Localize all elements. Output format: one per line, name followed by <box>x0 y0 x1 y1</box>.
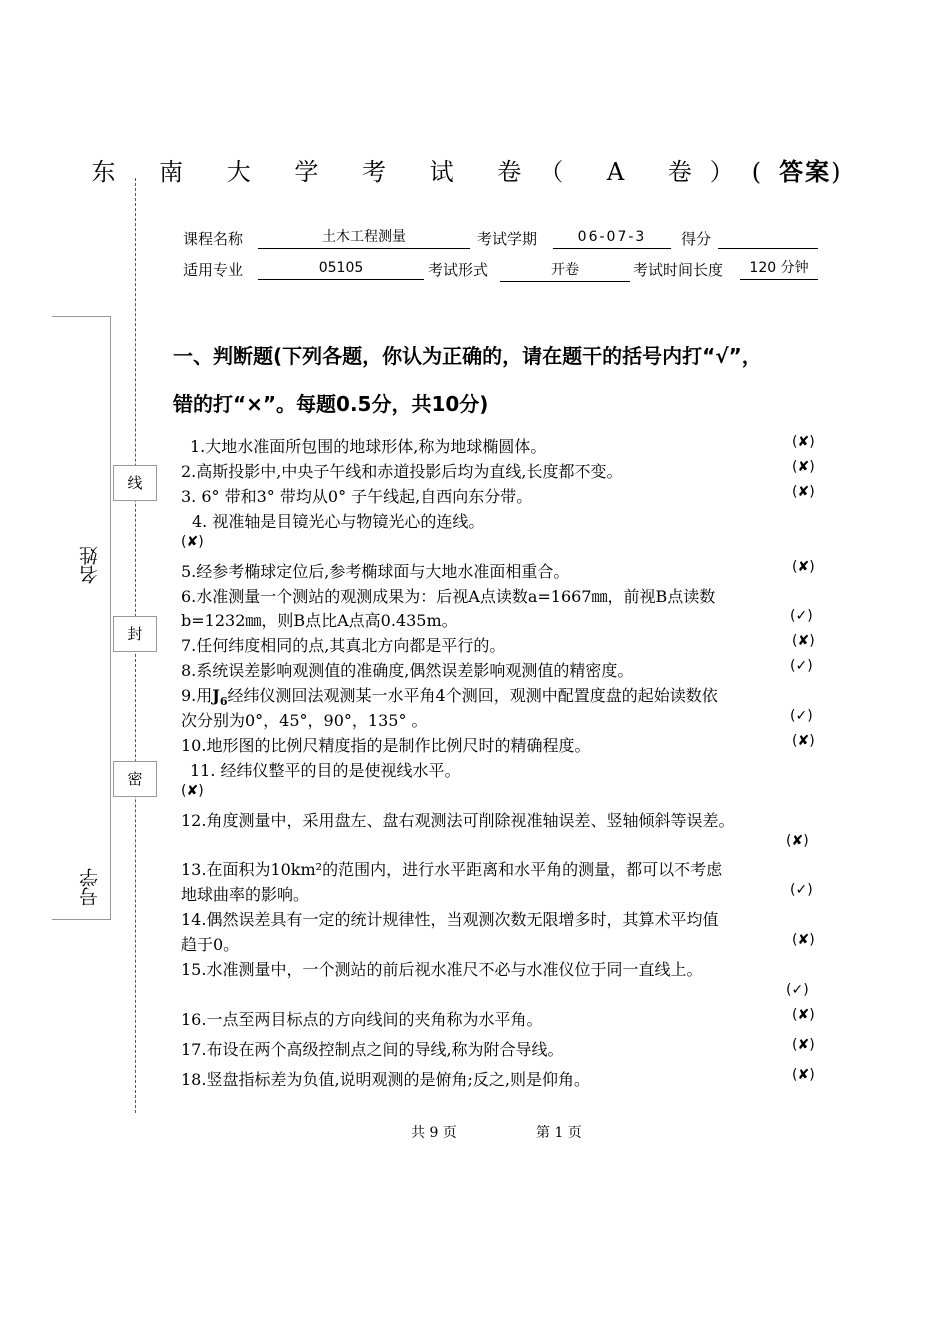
page-title <box>0 152 950 187</box>
answer-mark-18: (✘) <box>792 1067 815 1083</box>
question-6-line2: b=1232㎜，则B点比A点高0.435m。 <box>181 611 458 630</box>
margin-box-feng: 封 <box>113 616 157 652</box>
answer-mark-6: (✓) <box>790 608 813 624</box>
question-10: 10.地形图的比例尺精度指的是制作比例尺时的精确程度。 <box>181 736 591 755</box>
question-9-prefix: 9.用 <box>181 686 213 705</box>
question-9-line1 <box>181 683 718 708</box>
score-label: 得分 <box>681 230 712 248</box>
answer-mark-10: (✘) <box>792 733 815 749</box>
margin-label-name <box>78 546 102 584</box>
answer-mark-9: (✓) <box>790 708 813 724</box>
question-6-line1: 6.水准测量一个测站的观测成果为：后视A点读数a=1667㎜，前视B点读数 <box>181 587 716 606</box>
form-label: 考试形式 <box>428 261 489 279</box>
margin-label-id <box>78 868 102 906</box>
answer-mark-7: (✘) <box>792 633 815 649</box>
question-4: 4. 视准轴是目镜光心与物镜光心的连线。 <box>192 512 485 531</box>
answer-mark-11: (✘) <box>181 783 204 799</box>
course-field: 土木工程测量 <box>258 226 470 249</box>
question-11: 11. 经纬仪整平的目的是使视线水平。 <box>190 761 461 780</box>
question-9-instrument: J <box>212 686 220 705</box>
question-8: 8.系统误差影响观测值的准确度,偶然误差影响观测值的精密度。 <box>181 661 634 680</box>
answer-mark-17: (✘) <box>792 1037 815 1053</box>
question-7: 7.任何纬度相同的点,其真北方向都是平行的。 <box>181 636 506 655</box>
answer-mark-8: (✓) <box>790 658 813 674</box>
section-heading-line1: 一、判断题(下列各题，你认为正确的，请在题干的括号内打“√”， <box>173 344 762 368</box>
margin-box-xian: 线 <box>113 465 157 501</box>
major-label: 适用专业 <box>183 261 244 279</box>
duration-field: 120 分钟 <box>740 257 818 280</box>
question-12: 12.角度测量中，采用盘左、盘右观测法可削除视准轴误差、竖轴倾斜等误差。 <box>181 811 735 830</box>
question-13-line2: 地球曲率的影响。 <box>181 885 310 904</box>
question-9-line2: 次分别为0°，45°，90°，135° 。 <box>181 711 428 730</box>
question-14-line1: 14.偶然误差具有一定的统计规律性，当观测次数无限增多时，其算术平均值 <box>181 910 719 929</box>
question-9-instrument-sub: 6 <box>219 695 228 709</box>
answer-mark-14: (✘) <box>792 932 815 948</box>
answer-mark-5: (✘) <box>792 559 815 575</box>
footer-current-page: 第 1 页 <box>536 1125 582 1141</box>
answer-mark-1: (✘) <box>792 434 815 450</box>
term-label: 考试学期 <box>477 230 538 248</box>
answer-mark-12: (✘) <box>786 833 809 849</box>
term-field: 06-07-3 <box>553 226 671 249</box>
question-5: 5.经参考椭球定位后,参考椭球面与大地水准面相重合。 <box>181 562 570 581</box>
major-field: 05105 <box>258 257 424 280</box>
question-17: 17.布设在两个高级控制点之间的导线,称为附合导线。 <box>181 1040 564 1059</box>
answer-mark-4: (✘) <box>181 534 204 550</box>
duration-label: 考试时间长度 <box>633 261 724 279</box>
question-14-line2: 趋于0。 <box>181 935 240 954</box>
question-15: 15.水准测量中，一个测站的前后视水准尺不必与水准仪位于同一直线上。 <box>181 960 703 979</box>
margin-box-mi: 密 <box>113 761 157 797</box>
score-field <box>718 226 818 249</box>
question-3: 3. 6° 带和3° 带均从0° 子午线起,自西向东分带。 <box>181 487 533 506</box>
margin-label-id-text: 号学 <box>79 868 101 906</box>
margin-label-name-text: 名姓 <box>79 546 101 584</box>
question-13-line1: 13.在面积为10km²的范围内，进行水平距离和水平角的测量，都可以不考虑 <box>181 860 723 879</box>
answer-mark-13: (✓) <box>790 882 813 898</box>
title-close: ) <box>831 158 859 186</box>
question-2: 2.高斯投影中,中央子午线和赤道投影后均为直线,长度都不变。 <box>181 462 623 481</box>
footer-total-pages: 共 9 页 <box>411 1125 457 1141</box>
question-18: 18.竖盘指标差为负值,说明观测的是俯角;反之,则是仰角。 <box>181 1070 591 1089</box>
answer-mark-3: (✘) <box>792 484 815 500</box>
form-field: 开卷 <box>500 259 630 282</box>
binding-bracket <box>52 316 111 920</box>
answer-mark-15: (✓) <box>786 982 809 998</box>
answer-mark-16: (✘) <box>792 1007 815 1023</box>
section-heading-line2: 错的打“×”。每题0.5分，共10分) <box>173 392 489 416</box>
title-answer: 答案 <box>779 158 832 186</box>
answer-mark-2: (✘) <box>792 459 815 475</box>
title-main: 东 南 大 学 考 试 卷（ A 卷）( <box>91 158 780 186</box>
question-1: 1.大地水准面所包围的地球形体,称为地球椭圆体。 <box>190 437 547 456</box>
question-16: 16.一点至两目标点的方向线间的夹角称为水平角。 <box>181 1010 543 1029</box>
course-label: 课程名称 <box>183 230 244 248</box>
question-9-rest: 经纬仪测回法观测某一水平角4个测回，观测中配置度盘的起始读数依 <box>227 686 718 705</box>
